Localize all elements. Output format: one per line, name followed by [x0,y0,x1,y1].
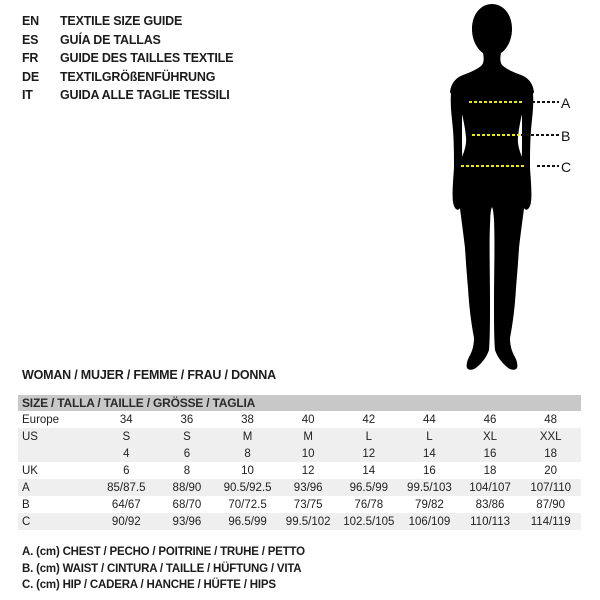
row-label: A [22,481,30,494]
size-cell: 114/119 [530,515,571,528]
row-label: B [22,498,30,511]
measurement-legend [22,544,305,594]
size-cell: XXL [539,430,562,443]
size-cell: 73/75 [293,498,323,511]
size-cell: 106/109 [408,515,451,528]
size-cell: 8 [183,464,191,477]
size-cell: 36 [180,413,194,426]
size-cell: 6 [183,447,191,460]
marker-label-a: A [561,95,571,111]
language-label: GUIDE DES TAILLES TEXTILE [60,51,234,66]
size-cell: 79/82 [415,498,444,511]
language-code: FR [22,51,39,66]
size-cell: S [122,430,131,443]
hip-line-outer [537,165,559,167]
size-cell: 38 [241,413,254,426]
size-cell: 87/90 [536,498,566,511]
size-cell: 16 [483,447,497,460]
size-cell: 16 [423,464,436,477]
language-label: TEXTILE SIZE GUIDE [60,14,183,29]
size-cell: 10 [301,447,315,460]
size-cell: 76/78 [354,498,384,511]
size-cell: L [365,430,373,443]
table-row [18,445,581,462]
size-cell: 85/87.5 [107,481,146,494]
marker-label-c: C [561,159,572,175]
row-label: UK [22,464,38,477]
language-label: GUÍA DE TALLAS [60,32,161,47]
size-cell: 8 [244,447,251,460]
language-code: DE [22,69,39,84]
chest-line-outer [532,101,559,103]
size-cell: 96.5/99 [228,515,267,528]
row-label: US [22,430,38,443]
size-cell: 99.5/103 [407,481,452,494]
size-table-header: SIZE / TALLA / TAILLE / GRÖSSE / TAGLIA [18,395,581,411]
size-table [18,395,581,530]
table-row [18,496,581,513]
size-cell: 104/107 [469,481,511,494]
marker-label-b: B [561,128,571,144]
size-cell: 12 [362,447,376,460]
table-row [18,462,581,479]
size-cell: 96.5/99 [349,481,388,494]
table-row [18,513,581,530]
size-cell: 34 [119,413,133,426]
size-cell: L [426,430,433,443]
language-code: ES [22,32,39,47]
size-cell: 20 [544,464,558,477]
language-label: TEXTILGRÖßENFÜHRUNG [60,69,216,84]
size-cell: 107/110 [530,481,572,494]
language-label: GUIDA ALLE TAGLIE TESSILI [60,88,230,103]
size-cell: 40 [301,413,315,426]
waist-line-inner [472,134,519,136]
size-cell: 90/92 [111,515,141,528]
legend-line: C. (cm) HIP / CADERA / HANCHE / HÜFTE / HIPS [22,579,276,592]
row-label: Europe [22,413,60,426]
size-cell: 102.5/105 [343,515,395,528]
size-cell: 88/90 [172,481,202,494]
size-cell: 44 [423,413,436,426]
size-cell: M [242,430,253,443]
row-label: C [22,515,31,528]
size-cell: 110/113 [470,515,510,528]
size-table-body [18,411,581,530]
size-cell: 12 [301,464,315,477]
size-cell: 14 [423,447,436,460]
size-cell: 90.5/92.5 [223,481,272,494]
legend-line: B. (cm) WAIST / CINTURA / TAILLE / HÜFTUNG / VITA [22,562,302,575]
group-title: WOMAN / MUJER / FEMME / FRAU / DONNA [22,368,276,382]
table-row [18,428,581,445]
size-cell: 18 [544,447,558,460]
size-cell: 64/67 [111,498,141,511]
hip-line-inner [461,165,526,167]
size-cell: 46 [483,413,497,426]
size-cell: 68/70 [172,498,202,511]
woman-silhouette-icon [425,2,565,372]
table-row [18,411,581,428]
size-cell: 10 [241,464,254,477]
size-cell: 99.5/102 [285,515,331,528]
size-cell: 48 [544,413,558,426]
size-cell: 93/96 [172,515,202,528]
size-cell: M [303,430,313,443]
size-cell: 14 [362,464,376,477]
chest-line-inner [469,101,523,103]
size-cell: XL [483,430,498,443]
size-cell: 6 [123,464,130,477]
size-cell: S [183,430,191,443]
size-cell: 70/72.5 [228,498,267,511]
language-code: IT [22,88,33,103]
waist-line-outer [521,134,559,136]
size-cell: 4 [123,447,130,460]
table-row [18,479,581,496]
legend-line: A. (cm) CHEST / PECHO / POITRINE / TRUHE / PETTO [22,546,305,559]
size-cell: 18 [483,464,497,477]
size-cell: 42 [362,413,376,426]
language-code: EN [22,14,39,29]
size-cell: 93/96 [293,481,323,494]
size-cell: 83/86 [475,498,505,511]
